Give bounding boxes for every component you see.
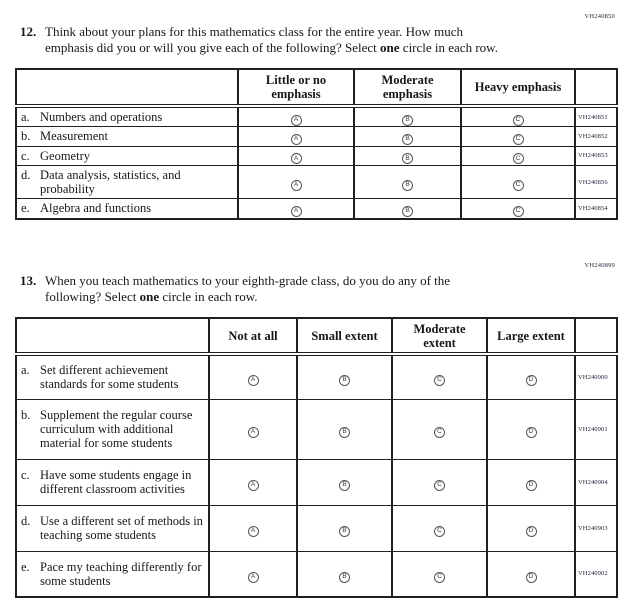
option-circle-b[interactable]: B [402,180,413,191]
row-code: VH240900 [575,354,617,399]
row-label-text: Set different achievement standards for some students [40,363,179,392]
row-code: VH240901 [575,399,617,459]
row-label-header-empty [16,69,238,106]
question-13 [20,273,605,306]
option-cell [392,459,487,505]
question-13-response-table [15,317,618,598]
option-circle-c[interactable]: C [513,115,524,126]
row-label-wrap [21,129,234,143]
option-circle-a[interactable]: A [248,526,259,537]
option-cell [461,146,575,165]
row-label-text: Have some students engage in different classroom activities [40,467,192,496]
option-cell [209,354,297,399]
option-circle-b[interactable]: B [339,427,350,438]
question-12-number: 12. [20,24,37,39]
option-circle-b[interactable]: B [402,153,413,164]
column-header: Moderate extent [392,318,487,354]
option-circle-d[interactable]: D [526,526,537,537]
option-circle-b[interactable]: B [339,526,350,537]
row-letter: a. [21,363,30,377]
column-header: Little or no emphasis [238,69,354,106]
table-row [16,199,617,219]
question-12-text [45,24,605,57]
header-row [16,318,617,354]
option-cell [392,505,487,551]
row-label [16,127,238,146]
option-cell [354,146,461,165]
option-circle-b[interactable]: B [402,134,413,145]
row-code: VH240903 [575,505,617,551]
option-cell [209,551,297,597]
row-label-text: Supplement the regular course curriculum with additional material for some students [40,407,193,451]
option-circle-d[interactable]: D [526,427,537,438]
row-code: VH240904 [575,459,617,505]
row-letter: c. [21,467,30,482]
option-circle-b[interactable]: B [402,115,413,126]
header-row [16,69,617,106]
question-12-line2-end: circle in each row. [399,40,498,56]
question-12-line1: Think about your plans for this mathematics class for the entire year. How much [45,24,464,39]
option-cell [238,199,354,219]
option-circle-a[interactable]: A [248,427,259,438]
row-letter: a. [21,110,30,124]
option-circle-a[interactable]: A [291,134,302,145]
option-circle-a[interactable]: A [291,115,302,126]
question-13-line1: When you teach mathematics to your eighth-grade class, do you do any of the [45,273,451,288]
option-circle-d[interactable]: D [526,375,537,386]
column-header: Small extent [297,318,392,354]
option-cell [392,551,487,597]
option-cell [354,199,461,219]
option-cell [209,399,297,459]
option-circle-b[interactable]: B [339,480,350,491]
question-13-text [45,273,605,306]
row-code: VH240851 [575,106,617,127]
row-label-text: Algebra and functions [40,201,152,216]
option-cell [461,106,575,127]
option-circle-c[interactable]: C [513,134,524,145]
option-cell [238,165,354,199]
row-letter: e. [21,201,30,216]
row-label-text: Geometry [40,148,90,163]
option-circle-c[interactable]: C [434,526,445,537]
row-label [16,354,209,399]
table-row [16,551,617,597]
option-circle-b[interactable]: B [402,206,413,217]
row-label [16,459,209,505]
row-label [16,399,209,459]
row-letter: e. [21,559,30,574]
table-row [16,505,617,551]
option-cell [297,354,392,399]
question-12-code: VH240850 [584,13,615,20]
row-label-wrap [21,363,205,392]
option-cell [297,551,392,597]
question-13-line2-start: following? Select [45,289,140,305]
question-12-response-table [15,68,618,220]
table-row [16,146,617,165]
question-12-line2-start: emphasis did you or will you give each of the following? Select [45,40,381,56]
option-cell [487,551,575,597]
option-cell [461,199,575,219]
row-code: VH240854 [575,199,617,219]
row-label [16,199,238,219]
table-row [16,354,617,399]
option-cell [354,165,461,199]
option-circle-c[interactable]: C [434,572,445,583]
column-header: Heavy emphasis [461,69,575,106]
option-circle-a[interactable]: A [291,206,302,217]
row-label-text: Data analysis, statistics, and probability [40,167,181,196]
row-code: VH240856 [575,165,617,199]
option-cell [354,106,461,127]
column-header: Large extent [487,318,575,354]
option-circle-c[interactable]: C [434,480,445,491]
option-cell [354,127,461,146]
question-12 [20,24,605,57]
row-label-header-empty [16,318,209,354]
question-13-line2-end: circle in each row. [159,289,258,305]
question-12-bold-word: one [380,40,400,56]
row-label-text: Pace my teaching differently for some students [40,559,202,588]
option-cell [209,459,297,505]
option-cell [392,354,487,399]
option-circle-c[interactable]: C [434,375,445,386]
row-letter: d. [21,513,31,528]
option-circle-b[interactable]: B [339,572,350,583]
row-label-wrap [21,201,234,215]
option-circle-c[interactable]: C [513,153,524,164]
option-circle-a[interactable]: A [291,153,302,164]
code-column-header-empty [575,69,617,106]
option-cell [238,106,354,127]
option-circle-c[interactable]: C [434,427,445,438]
row-label [16,106,238,127]
option-cell [461,127,575,146]
option-cell [487,354,575,399]
option-circle-c[interactable]: C [513,180,524,191]
option-circle-d[interactable]: D [526,480,537,491]
option-cell [209,505,297,551]
row-label-wrap [21,110,234,124]
option-cell [297,399,392,459]
option-cell [487,505,575,551]
row-code: VH240852 [575,127,617,146]
option-cell [297,505,392,551]
table-row [16,399,617,459]
option-cell [238,146,354,165]
row-label-text: Use a different set of methods in teaching some students [40,513,203,542]
row-label [16,165,238,199]
option-cell [297,459,392,505]
row-label-wrap [21,149,234,163]
option-cell [238,127,354,146]
option-cell [487,459,575,505]
row-letter: c. [21,148,30,163]
row-label [16,146,238,165]
row-label [16,551,209,597]
table-row [16,165,617,199]
option-circle-c[interactable]: C [513,206,524,217]
question-13-bold-word: one [139,289,160,305]
option-cell [461,165,575,199]
row-label-wrap [21,468,205,497]
row-code: VH240853 [575,146,617,165]
row-letter: b. [21,407,31,422]
row-label-wrap [21,168,234,197]
option-circle-a[interactable]: A [291,180,302,191]
row-label-text: Numbers and operations [40,110,163,124]
row-label-wrap [21,514,205,543]
row-label [16,505,209,551]
code-column-header-empty [575,318,617,354]
option-cell [392,399,487,459]
question-13-code: VH240899 [584,262,615,269]
table-row [16,106,617,127]
option-circle-d[interactable]: D [526,572,537,583]
table-row [16,459,617,505]
table-row [16,127,617,146]
row-code: VH240902 [575,551,617,597]
row-label-text: Measurement [40,129,109,144]
question-13-number: 13. [20,273,37,288]
row-label-wrap [21,560,205,589]
option-circle-a[interactable]: A [248,480,259,491]
row-label-wrap [21,408,205,451]
option-circle-a[interactable]: A [248,375,259,386]
option-circle-b[interactable]: B [339,375,350,386]
option-circle-a[interactable]: A [248,572,259,583]
option-cell [487,399,575,459]
row-letter: b. [21,129,31,144]
row-letter: d. [21,167,31,182]
column-header: Moderate emphasis [354,69,461,106]
column-header: Not at all [209,318,297,354]
